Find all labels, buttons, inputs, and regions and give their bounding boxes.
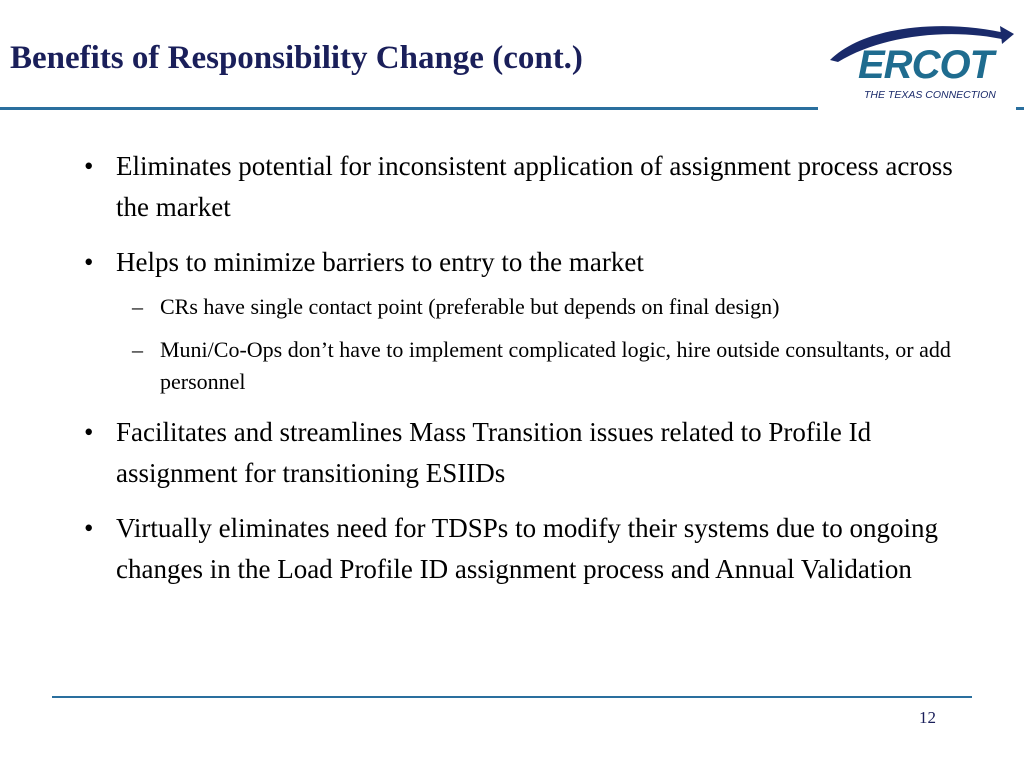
bullet-item (84, 146, 984, 228)
bullet-text: Facilitates and streamlines Mass Transition issues related to Profile Id assignment for transitioning ESIIDs (116, 417, 872, 488)
bullet-item (84, 508, 984, 590)
sub-bullet-list (116, 291, 984, 398)
bullet-text: Virtually eliminates need for TDSPs to modify their systems due to ongoing changes in the Load Profile ID assignment process and Annual Validation (116, 513, 939, 584)
sub-bullet-item (84, 334, 984, 398)
bullet-item (84, 242, 984, 398)
logo-arrowhead (1000, 26, 1014, 44)
ercot-logo (824, 16, 1014, 106)
bullet-item (84, 412, 984, 494)
logo-wordmark: ERCOT (858, 43, 993, 87)
bullet-list (84, 146, 984, 604)
sub-bullet-item (84, 291, 984, 323)
bullet-mark: • (84, 417, 94, 447)
sub-bullet-mark: – (132, 294, 143, 319)
sub-bullet-text: CRs have single contact point (preferable but depends on final design) (160, 294, 780, 319)
bullet-text: Eliminates potential for inconsistent application of assignment process across the market (116, 151, 953, 222)
bullet-text: Helps to minimize barriers to entry to the market (116, 247, 644, 277)
sub-bullet-mark: – (132, 337, 143, 362)
title-divider-end (1016, 107, 1024, 110)
bullet-mark: • (84, 247, 94, 277)
slide-title: Benefits of Responsibility Change (cont.) (10, 40, 583, 76)
bullet-mark: • (84, 151, 94, 181)
sub-bullet-text: Muni/Co-Ops don’t have to implement complicated logic, hire outside consultants, or add personnel (160, 337, 951, 394)
logo-tagline: THE TEXAS CONNECTION (864, 89, 996, 101)
footer-divider (52, 696, 972, 698)
title-divider (0, 107, 818, 110)
page-number: 12 (919, 708, 936, 727)
bullet-mark: • (84, 513, 94, 543)
